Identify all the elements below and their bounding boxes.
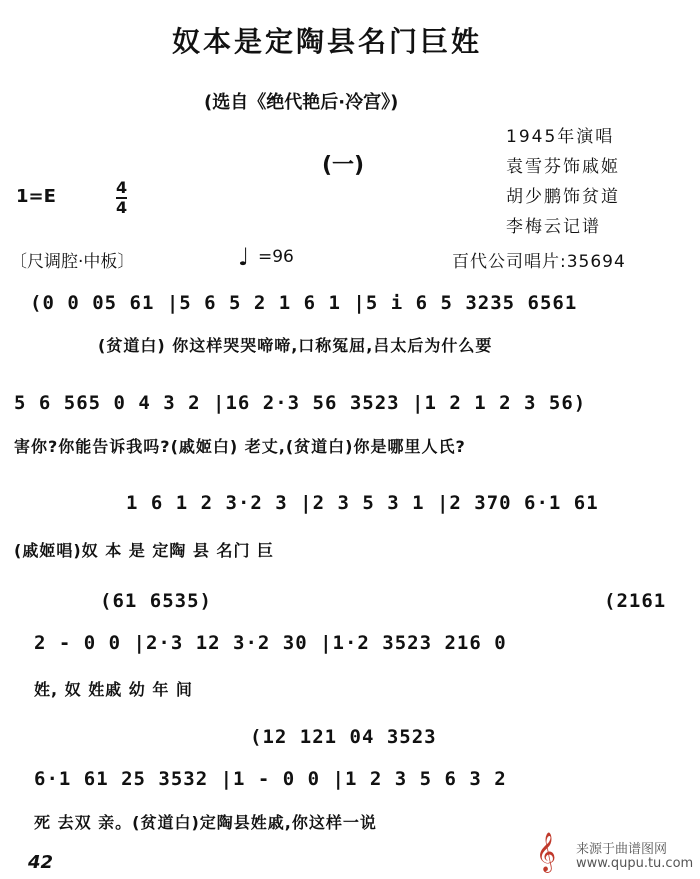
section-number: (一) bbox=[322, 153, 365, 178]
key-signature: 1=E bbox=[16, 186, 56, 207]
credit-year: 1945年演唱 bbox=[506, 127, 615, 147]
time-signature-bottom: 4 bbox=[116, 198, 128, 217]
record-number: 百代公司唱片:35694 bbox=[452, 252, 626, 272]
notation-line-1: (0 0 05 61 |5 6 5 2 1 6 1 |5 i 6 5 3235 6561 bbox=[30, 292, 578, 314]
time-signature bbox=[116, 180, 127, 216]
quarter-note-icon: ♩ bbox=[238, 243, 250, 271]
tempo-mode: 〔尺调腔·中板〕 bbox=[10, 252, 135, 272]
notation-line-4: 2 - 0 0 |2·3 12 3·2 30 |1·2 3523 216 0 bbox=[34, 632, 507, 654]
credit-singer-1: 袁雪芬饰戚姬 bbox=[506, 157, 620, 177]
notation-line-2: 5 6 565 0 4 3 2 |16 2·3 56 3523 |1 2 1 2 3 56) bbox=[14, 392, 587, 414]
subtitle: (选自《绝代艳后·冷宫》) bbox=[204, 92, 399, 113]
notation-above-right-4: (2161 bbox=[604, 590, 667, 612]
lyric-line-4: 姓, 奴 姓戚 幼 年 间 bbox=[34, 680, 193, 699]
page-number: 42 bbox=[28, 852, 54, 873]
notation-line-3: 1 6 1 2 3·2 3 |2 3 5 3 1 |2 370 6·1 61 bbox=[126, 492, 599, 514]
notation-above-4: (61 6535) bbox=[100, 590, 212, 612]
lyric-line-2: 害你?你能告诉我吗?(戚姬白) 老丈,(贫道白)你是哪里人氏? bbox=[14, 437, 466, 456]
time-signature-top: 4 bbox=[116, 178, 128, 197]
watermark-name: 来源于曲谱图网 bbox=[576, 842, 668, 857]
lyric-line-1: (贫道白) 你这样哭哭啼啼,口称冤屈,吕太后为什么要 bbox=[98, 336, 493, 355]
lyric-line-3: (戚姬唱)奴 本 是 定陶 县 名门 巨 bbox=[14, 541, 275, 560]
treble-clef-logo-icon: 𝄞 bbox=[536, 832, 557, 872]
watermark-url: www.qupu.tu.com bbox=[576, 856, 694, 871]
song-title: 奴本是定陶县名门巨姓 bbox=[172, 25, 483, 58]
notation-above-5: (12 121 04 3523 bbox=[250, 726, 437, 748]
credit-transcriber: 李梅云记谱 bbox=[506, 217, 601, 237]
credit-singer-2: 胡少鹏饰贫道 bbox=[506, 187, 620, 207]
lyric-line-5: 死 去双 亲。(贫道白)定陶县姓戚,你这样一说 bbox=[34, 813, 377, 832]
notation-line-5: 6·1 61 25 3532 |1 - 0 0 |1 2 3 5 6 3 2 bbox=[34, 768, 507, 790]
tempo-bpm: =96 bbox=[258, 247, 294, 267]
